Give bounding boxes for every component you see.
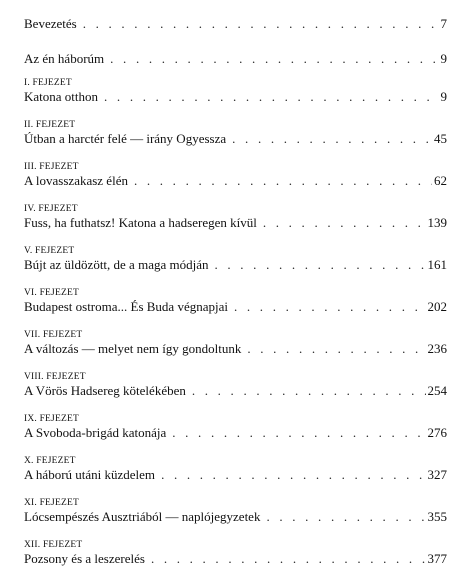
toc-entry-title: A lovasszakasz élén <box>24 173 128 188</box>
dot-leader <box>232 131 432 147</box>
dot-leader <box>110 51 435 67</box>
toc-entry-title: A Vörös Hadsereg kötelékében <box>24 383 186 398</box>
toc-entry-chapter-9[interactable] <box>24 414 447 441</box>
chapter-label: IX. FEJEZET <box>24 414 79 424</box>
dot-leader <box>161 467 425 483</box>
dot-leader <box>151 551 426 567</box>
chapter-label: IV. FEJEZET <box>24 204 78 214</box>
toc-entry-page: 161 <box>427 257 447 272</box>
dot-leader <box>247 341 425 357</box>
toc-entry-my-war[interactable] <box>24 51 447 67</box>
toc-entry-chapter-1[interactable] <box>24 78 447 105</box>
toc-entry-chapter-11[interactable] <box>24 498 447 525</box>
chapter-label: X. FEJEZET <box>24 456 76 466</box>
chapter-label: VII. FEJEZET <box>24 330 83 340</box>
toc-entry-title: A Svoboda-brigád katonája <box>24 425 167 440</box>
toc-entry-title: Lócsempészés Ausztriából — naplójegyzetek <box>24 509 261 524</box>
toc-entry-page: 327 <box>427 467 447 482</box>
toc-entry-chapter-7[interactable] <box>24 330 447 357</box>
dot-leader <box>214 257 425 273</box>
chapter-label: III. FEJEZET <box>24 162 79 172</box>
toc-entry-page: 276 <box>427 425 447 440</box>
toc-entry-chapter-5[interactable] <box>24 246 447 273</box>
toc-entry-page: 355 <box>427 509 447 524</box>
toc-entry-chapter-8[interactable] <box>24 372 447 399</box>
toc-entry-title: Bevezetés <box>24 16 77 31</box>
toc-entry-title: Katona otthon <box>24 89 99 104</box>
toc-entry-title: Budapest ostroma... És Buda végnapjai <box>24 299 228 314</box>
toc-entry-title: A változás — melyet nem így gondoltunk <box>24 341 242 356</box>
toc-entry-page: 254 <box>427 383 447 398</box>
toc-entry-chapter-6[interactable] <box>24 288 447 315</box>
toc-entry-page: 45 <box>434 131 447 146</box>
chapter-label: V. FEJEZET <box>24 246 75 256</box>
dot-leader <box>263 215 426 231</box>
toc-entry-page: 139 <box>427 215 447 230</box>
toc-entry-page: 7 <box>440 16 447 31</box>
dot-leader <box>172 425 425 441</box>
toc-entry-title: A háború utáni küzdelem <box>24 467 156 482</box>
toc-entry-chapter-10[interactable] <box>24 456 447 483</box>
toc-entry-page: 62 <box>434 173 447 188</box>
toc-entry-intro[interactable] <box>24 16 447 32</box>
dot-leader <box>192 383 426 399</box>
toc-entry-chapter-3[interactable] <box>24 162 447 189</box>
chapter-label: II. FEJEZET <box>24 120 76 130</box>
dot-leader <box>234 299 426 315</box>
dot-leader <box>266 509 425 525</box>
chapter-label: XI. FEJEZET <box>24 498 79 508</box>
dot-leader <box>134 173 432 189</box>
chapter-label: I. FEJEZET <box>24 78 72 88</box>
toc-entry-title: Az én háborúm <box>24 51 105 66</box>
toc-entry-page: 9 <box>440 51 447 66</box>
toc-entry-page: 9 <box>440 89 447 104</box>
toc-entry-title: Fuss, ha futhatsz! Katona a hadseregen kívül <box>24 215 257 230</box>
dot-leader <box>104 89 435 105</box>
toc-entry-page: 236 <box>427 341 447 356</box>
toc-entry-title: Pozsony és a leszerelés <box>24 551 145 566</box>
chapter-label: VIII. FEJEZET <box>24 372 86 382</box>
toc-entry-chapter-2[interactable] <box>24 120 447 147</box>
toc-entry-title: Bújt az üldözött, de a maga módján <box>24 257 209 272</box>
toc-entry-chapter-4[interactable] <box>24 204 447 231</box>
chapter-label: VI. FEJEZET <box>24 288 79 298</box>
dot-leader <box>83 16 435 32</box>
chapter-label: XII. FEJEZET <box>24 540 83 550</box>
toc-entry-page: 377 <box>427 551 447 566</box>
toc-entry-title: Útban a harctér felé — irány Ogyessza <box>24 131 227 146</box>
toc-entry-chapter-12[interactable] <box>24 540 447 567</box>
toc-entry-page: 202 <box>427 299 447 314</box>
